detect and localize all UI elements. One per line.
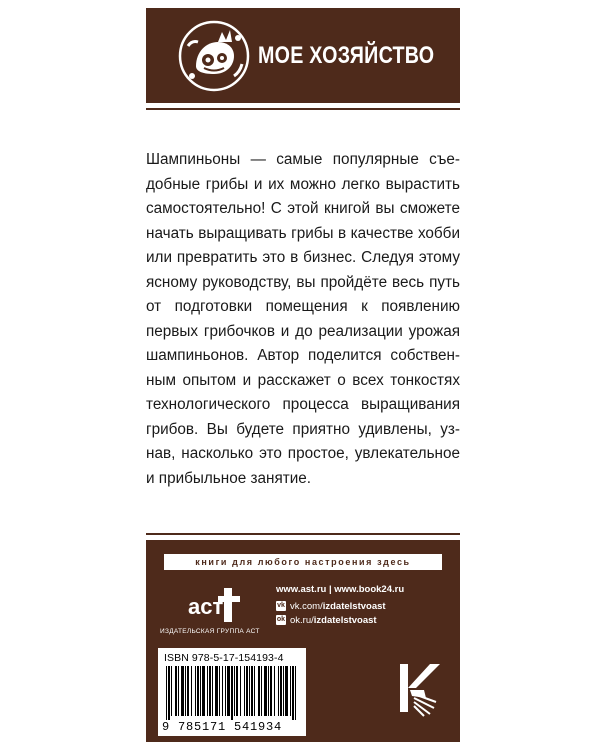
publisher-footer-band bbox=[146, 540, 460, 742]
ean-digits: 9 785171 541934 bbox=[162, 720, 283, 734]
isbn-number: ISBN 978-5-17-154193-4 bbox=[164, 652, 284, 664]
top-divider bbox=[146, 108, 460, 110]
annotation-line: от подготовки помещения к появлению bbox=[146, 298, 460, 315]
website-links[interactable]: www.ast.ru | www.book24.ru bbox=[276, 584, 405, 595]
barcode-bar bbox=[222, 666, 223, 716]
annotation-line: и прибыльное занятие. bbox=[146, 469, 312, 487]
barcode-bar bbox=[200, 666, 201, 716]
barcode-bar bbox=[274, 666, 275, 716]
barcode-bar bbox=[231, 666, 233, 720]
annotation-line: ным опытом и расскажет о всех тонкостях bbox=[146, 371, 460, 389]
vk-prefix: vk.com/ bbox=[290, 600, 323, 612]
ok-link[interactable] bbox=[276, 614, 456, 626]
barcode-bar bbox=[187, 666, 189, 716]
bottom-divider bbox=[146, 533, 460, 535]
vk-link[interactable] bbox=[276, 600, 456, 612]
barcode-bar bbox=[268, 666, 269, 716]
barcode-bar bbox=[236, 666, 238, 716]
annotation-line: Шампиньоны — самые популярные съе- bbox=[146, 151, 460, 168]
barcode-bar bbox=[254, 666, 255, 716]
series-title: МОЕ ХОЗЯЙСТВО bbox=[258, 42, 435, 69]
barcode-bar bbox=[178, 666, 179, 716]
annotation-text bbox=[146, 148, 460, 491]
barcode-bar bbox=[197, 666, 199, 716]
annotation-line: грибов. Вы будете приятно удивлены, уз- bbox=[146, 420, 460, 438]
barcode-bar bbox=[240, 666, 241, 716]
barcode-bar bbox=[225, 666, 226, 716]
barcode-bar bbox=[191, 666, 192, 716]
series-header-band bbox=[146, 8, 460, 103]
barcode-bar bbox=[209, 666, 211, 716]
barcode-bar bbox=[227, 666, 230, 716]
barcode-bar bbox=[280, 666, 282, 716]
barcode-bar bbox=[246, 666, 248, 716]
barcode-bar bbox=[185, 666, 186, 716]
barcode-bar bbox=[261, 666, 262, 716]
barcode-bar bbox=[278, 666, 279, 716]
ok-icon: ok bbox=[276, 616, 286, 623]
barcode-bar bbox=[166, 666, 167, 720]
barcode-bar bbox=[212, 666, 213, 716]
vk-handle: izdatelstvoast bbox=[322, 600, 386, 612]
barcode-bar bbox=[258, 666, 260, 716]
annotation-line: или превратить это в бизнес. Следуя этому bbox=[146, 249, 460, 266]
barcode-bar bbox=[195, 666, 196, 716]
barcode-bar bbox=[219, 666, 220, 716]
annotation-line: ясному руководству, вы пройдёте весь путь bbox=[146, 273, 460, 291]
barcode-bar bbox=[264, 666, 267, 716]
barcode-bar bbox=[270, 666, 272, 716]
barcode-bar bbox=[234, 666, 235, 716]
barcode-bar bbox=[171, 666, 172, 716]
ast-publisher-logo-icon bbox=[186, 584, 242, 624]
annotation-line: нав, насколько это простое, увлекательное bbox=[146, 445, 460, 462]
publisher-caption: ИЗДАТЕЛЬСКАЯ ГРУППА АСТ bbox=[160, 628, 260, 635]
isbn-barcode-block bbox=[158, 648, 306, 736]
barcode-bar bbox=[251, 666, 253, 716]
barcode-bar bbox=[202, 666, 205, 716]
barcode-bar bbox=[295, 666, 296, 720]
annotation-line: первых грибочков и до реализации урожая bbox=[146, 322, 460, 340]
annotation-line: технологического процесса выращивания bbox=[146, 396, 460, 413]
barcode-bar bbox=[215, 666, 218, 716]
annotation-line: добные грибы и их можно легко вырастить bbox=[146, 175, 460, 193]
barcode-bar bbox=[168, 666, 170, 720]
barcode-bar bbox=[175, 666, 177, 716]
barcode-bar bbox=[181, 666, 184, 716]
vk-icon: vk bbox=[277, 602, 285, 609]
annotation-line: начать выращивать грибы в качестве хобби bbox=[146, 224, 460, 242]
barcode-bar bbox=[292, 666, 294, 720]
homestead-animals-logo-icon bbox=[174, 16, 254, 96]
barcode-bar bbox=[249, 666, 250, 716]
annotation-line: самостоятельно! С этой книгой вы сможете bbox=[146, 200, 460, 217]
annotation-line: шампиньонов. Автор поделится собствен- bbox=[146, 347, 460, 364]
barcode-bar bbox=[207, 666, 208, 716]
tagline: книги для любого настроения здесь bbox=[164, 554, 442, 570]
ok-prefix: ok.ru/ bbox=[290, 614, 314, 626]
publisher-links bbox=[276, 584, 456, 626]
barcode-bar bbox=[244, 666, 245, 716]
barcode-bar bbox=[285, 666, 288, 716]
ok-handle: izdatelstvoast bbox=[313, 614, 377, 626]
ast-logo-text: аст bbox=[188, 594, 224, 619]
barcode-bar bbox=[283, 666, 284, 716]
barcode-bar bbox=[290, 666, 291, 716]
book-k-imprint-icon bbox=[396, 658, 446, 718]
ean-barcode bbox=[164, 666, 300, 720]
